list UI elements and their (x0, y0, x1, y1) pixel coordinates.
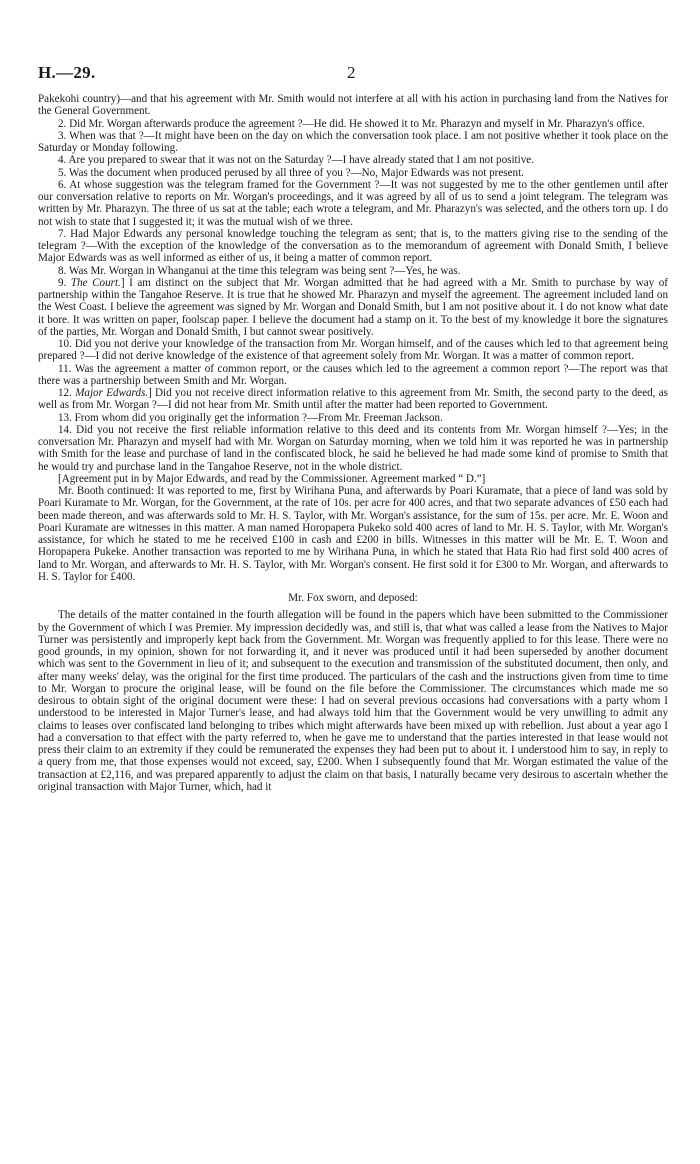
paragraph-q11: 11. Was the agreement a matter of common report, or the causes which led to the agreement a common report ?—The report was that there was a partnership between Smith and Mr. Worgan. (38, 362, 668, 387)
paragraph-q4: 4. Are you prepared to swear that it was not on the Saturday ?—I have already stated that I am not positive. (58, 154, 534, 167)
paragraph-q9: 9. The Court.] I am distinct on the subject that Mr. Worgan admitted that he had agreed with a Mr. Smith to purchase by way of partnership within the Tangahoe Reserve. It is true that he showed Mr. Pharazyn and myself the agreement. The agreement included land on the West Coast. I believe the agreement was signed by Mr. Worgan and Donald Smith, but I am not positive about it. I do not know what date it bore. It was written on paper, foolscap paper. I believe the document had a stamp on it. To the best of my knowledge it bore the signatures of the parties, Mr. Worgan and Donald Smith, I but cannot swear positively. (38, 276, 668, 338)
paragraph-q13: 13. From whom did you originally get the information ?—From Mr. Freeman Jackson. (58, 411, 443, 424)
agreement-note: [Agreement put in by Major Edwards, and read by the Commissioner. Agreement marked “ D.”] (58, 472, 486, 485)
paragraph-q3: 3. When was that ?—It might have been on the day on which the conversation took place. I am not positive whether it took place on the Saturday or Monday following. (38, 129, 668, 154)
page-number: 2 (347, 63, 356, 82)
paragraph-q5: 5. Was the document when produced perused by all three of you ?—No, Major Edwards was not present. (58, 166, 524, 179)
paragraph-booth-continued: Mr. Booth continued: It was reported to me, first by Wirihana Puna, and afterwards by Poari Kuramate, that a piece of land was sold by Poari Kuramate to Mr. Worgan, for the Government, at the rate of 10s. per acre for 400 acres, and that two separate advances of £50 each had been made thereon, and was afterwards sold to Mr. H. S. Taylor, with Mr. Worgan's assistance, for the sum of 15s. per acre. Mr. E. Woon and Poari Kuramate are witnesses in this matter. A man named Horopapera Pukeko sold 400 acres of land to Mr. H. S. Taylor, with Mr. Worgan's assistance, for which he stated to me he received £100 in cash and £200 in bills. Witnesses in this matter will be Mr. E. T. Woon and Horopapera Pukeke. Another transaction was reported to me by Wirihana Puna, in which he stated that Hata Rio had first sold 400 acres of land to Mr. Worgan, and afterwards to Mr. H. S. Taylor, with Mr. Worgan's consent. He first sold it for £300 to Mr. Worgan, and afterwards to H. S. Taylor for £400. (38, 485, 668, 583)
paragraph-q8: 8. Was Mr. Worgan in Whanganui at the time this telegram was being sent ?—Yes, he was. (58, 264, 461, 277)
speaker-prefix: The Court. (70, 276, 121, 289)
paragraph-q14: 14. Did you not receive the first reliable information relative to this deed and its contents from Mr. Worgan himself ?—Yes; in the conversation Mr. Pharazyn and myself had with Mr. Worgan on Saturday morning, when we told him it was reported he was in partnership with Smith for the lease and purchase of land in the confiscated block, he said he believed he had made some kind of promise to Smith that he would try and purchase land in the Tangahoe Reserve, not in the whole district. (38, 423, 668, 473)
document-reference: H.—29. (38, 63, 96, 82)
page-header (38, 63, 668, 85)
paragraph-q6: 6. At whose suggestion was the telegram framed for the Government ?—It was not suggested by me to the other gentlemen until after our conversation relative to reports on Mr. Worgan's proceedings, and it was agreed by all of us to send a joint telegram. The telegram was written by Mr. Pharazyn. The three of us sat at the table; each wrote a telegram, and Mr. Pharazyn's was selected, and the others torn up. I do not wish to state that I suggested it; it was the mutual wish of we three. (38, 178, 668, 228)
paragraph-q7: 7. Had Major Edwards any personal knowledge touching the telegram as sent; that is, to the matters giving rise to the sending of the telegram ?—With the exception of the knowledge of the conversation as to the memorandum of agreement with Donald Smith, I believe Major Edwards was as well informed as either of us, it being a matter of common report. (38, 227, 668, 265)
section-heading-fox: Mr. Fox sworn, and deposed: (288, 592, 418, 604)
paragraph-fox-deposition: The details of the matter contained in the fourth allegation will be found in the papers which have been submitted to the Commissioner by the Government of which I was Premier. My impression decidedly was, and still is, that what was called a lease from the Natives to Major Turner was persistently and improperly kept back from the Government. Mr. Worgan was frequently applied to for this lease. There were no good grounds, in my opinion, shown for not forwarding it, and it never was produced until it had been superseded by another document which was sent to the Government in lieu of it; and subsequent to the execution and transmission of the substituted document, then only, and after many weeks' delay, was the original for the first time produced. The particulars of the cash and the instructions given from time to time to Mr. Worgan to procure the original lease, will be found on the file before the Commissioner. The circumstances which made me so desirous to obtain sight of the original document were these: I had on several previous occasions had conversations with a party whom I understood to be interested in Major Turner's lease, and had always told him that the Government would be very unwilling to admit any claims to leases over confiscated land belonging to tribes which might afterwards have been mixed up with rebellion. Just about a year ago I had a conversation to that effect with the party referred to, when he gave me to understand that the parties interested in that lease would not press their claim to an extremity if they could be remunerated the expenses they had been put to about it. I understood him to say, in reply to a query from me, that those expenses would not exceed, say, £200. When I subsequently found that Mr. Worgan estimated the value of the transaction at £2,116, and was prepared apparently to adjust the claim on that basis, I naturally became very desirous to ascertain whether the original transaction with Major Turner, which, had it (38, 609, 668, 793)
paragraph-continuation: Pakekohi country)—and that his agreement with Mr. Smith would not interfere at all with his action in purchasing land from the Natives for the General Government. (38, 93, 668, 118)
body-text (38, 93, 668, 793)
paragraph-q2: 2. Did Mr. Worgan afterwards produce the agreement ?—He did. He showed it to Mr. Pharazyn and myself in Mr. Pharazyn's office. (58, 117, 645, 130)
speaker-prefix: Major Edwards. (75, 387, 149, 399)
paragraph-q12: 12. Major Edwards.] Did you not receive direct information relative to this agreement from Mr. Smith, the second party to the deed, as well as from Mr. Worgan ?—I did not hear from Mr. Smith until after the matter had been reported to Government. (38, 387, 668, 412)
paragraph-q10: 10. Did you not derive your knowledge of the transaction from Mr. Worgan himself, and of the causes which led to that agreement being prepared ?—I did not derive knowledge of the existence of that agreement solely from Mr. Worgan. It was a matter of common report. (38, 338, 668, 363)
